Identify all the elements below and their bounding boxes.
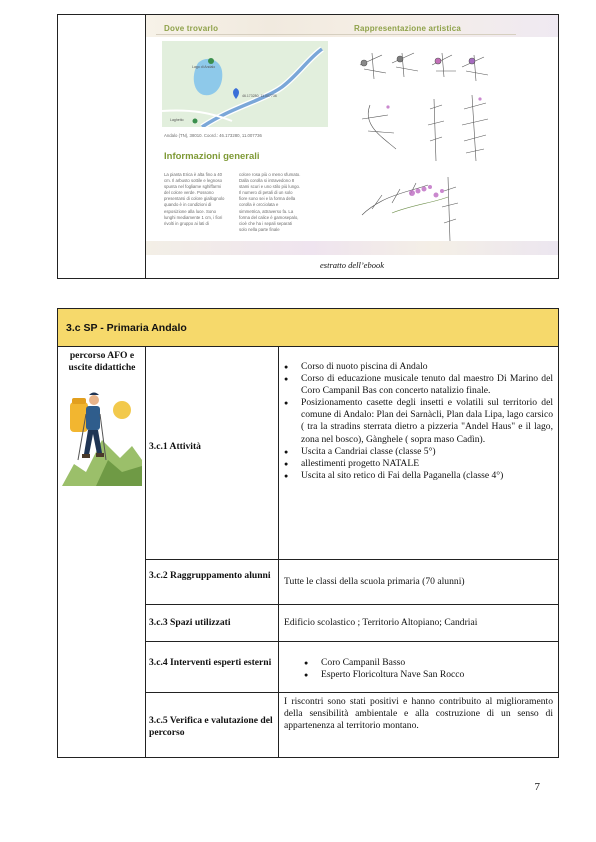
plant-illustrations <box>352 45 502 245</box>
row-label-spaces: 3.c.3 Spazi utilizzati <box>149 617 231 628</box>
section-header <box>58 309 558 346</box>
evaluation-text: I riscontri sono stati positivi e hanno contribuito al miglioramento della sensibilità ambientale e alla costruzione di un senso di appartenenza al territorio montano. <box>284 696 553 732</box>
grouping-text: Tutte le classi della scuola primaria (70 alunni) <box>284 576 465 587</box>
activities-list <box>284 361 553 482</box>
sun-icon <box>113 401 131 419</box>
list-item: ● Uscita a Candriai classe (classe 5°) <box>284 446 553 458</box>
map-coordinates: Andalo (TN), 38010. Coord.: 46.173280, 11.007736 <box>164 133 262 138</box>
where-to-find-heading: Dove trovarlo <box>164 24 219 33</box>
experts-list <box>304 657 553 681</box>
artistic-representation-heading: Rappresentazione artistica <box>354 24 462 33</box>
ebook-excerpt <box>146 15 558 277</box>
spaces-text: Edificio scolastico ; Territorio Altopiano; Candriai <box>284 617 478 628</box>
floral-border-bottom <box>146 241 558 255</box>
row-label-grouping: 3.c.2 Raggruppamento alunni <box>149 570 271 581</box>
row-label-external-experts: 3.c.4 Interventi esperti esterni <box>149 657 272 668</box>
excerpt-caption: estratto dell’ebook <box>320 260 384 270</box>
list-item: ● Coro Campanil Basso <box>304 657 553 669</box>
svg-text:46.173280, 11.007736: 46.173280, 11.007736 <box>242 94 277 98</box>
list-item: ● Corso di nuoto piscina di Andalo <box>284 361 553 373</box>
page-number: 7 <box>534 781 540 793</box>
row-label-evaluation: 3.c.5 Verifica e valutazione del percorso <box>149 715 273 738</box>
info-text-column-2: colore rosa più o meno sfumato. Dalla corolla si intravedono 8 stami scuri e uno stilo più lungo. Il numero di petali di un solo fiore sono sei e la forma della corolla è orcciolata e simmetrica, attraverso fa. La forma del calice è gamosepalo, cioè che ha i sepali separati solo nella parte finale <box>239 172 301 232</box>
svg-text:Laghetto: Laghetto <box>170 118 184 122</box>
list-item: ● Posizionamento casette degli insetti e volatili sul territorio del comune di Andalo: Plan dei Sarnàcli, Plan dala Lipa, lago carsico ( tra la stradins sterrata dietro a pizzeria "Andel Haus" e il lago, zona nel bosco), Gànghele ( sopra maso Cadìn). <box>284 397 553 445</box>
list-item: ● Uscita al sito retico di Fai della Paganella (classe 4°) <box>284 470 553 482</box>
list-item: ● Esperto Floricoltura Nave San Rocco <box>304 669 553 681</box>
list-item: ● allestimenti progetto NATALE <box>284 458 553 470</box>
info-text-column-1: La pianta Erica è alta fino a 40 cm. Il arbusto sottile e legnoso spunta nel fogliame sghiffarmi del colore verde. Possono presentarsi di colore giallognolo quando è in condizioni di esposizione alla luce. Sono lunghi mediamente 1 cm, i fiori rivolti in gruppo ai lati di <box>164 172 225 226</box>
section-title: 3.c SP - Primaria Andalo <box>66 322 187 334</box>
hiker-illustration <box>62 380 142 486</box>
heading-divider <box>156 34 516 35</box>
general-info-heading: Informazioni generali <box>164 151 260 162</box>
row-label-activities: 3.c.1 Attività <box>149 441 201 452</box>
svg-text:Lago di Andalo: Lago di Andalo <box>192 65 216 69</box>
location-map <box>162 41 328 127</box>
side-label: percorso AFO e uscite didattiche <box>68 350 136 373</box>
list-item: ● Corso di educazione musicale tenuto dal maestro Di Marino del Coro Campanil Bas con concerto natalizio finale. <box>284 373 553 397</box>
